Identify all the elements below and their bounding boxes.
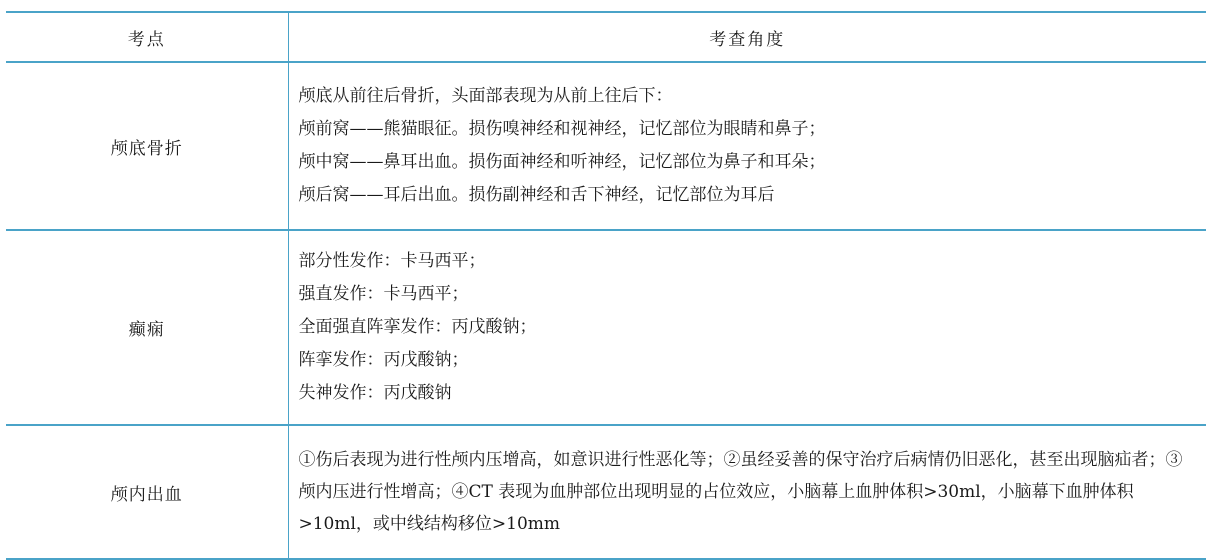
detail-line: 颅底从前往后骨折，头面部表现为从前上往后下： [298,86,673,106]
detail-cell [288,230,1206,425]
topic-cell: 癫痫 [6,230,288,425]
table-row [6,230,1206,425]
detail-cell [288,425,1206,559]
detail-paragraph: ①伤后表现为进行性颅内压增高，如意识进行性恶化等；②虽经妥善的保守治疗后病情仍旧恶化，甚至出现脑疝者；③颅内压进行性增高；④CT 表现为血肿部位出现明显的占位效应，小脑幕上血肿体积>30ml，小脑幕下血肿体积>10ml，或中线结构移位>10mm [298,450,1183,534]
detail-line: 强直发作：卡马西平； [298,284,469,304]
header-exam-angle: 考查角度 [288,12,1206,62]
topic-cell: 颅底骨折 [6,62,288,230]
header-exam-point: 考点 [6,12,288,62]
detail-line: 全面强直阵挛发作：丙戊酸钠； [298,317,537,337]
table-row [6,425,1206,559]
detail-line: 颅前窝——熊猫眼征。损伤嗅神经和视神经，记忆部位为眼睛和鼻子； [298,119,826,139]
detail-line: 颅后窝——耳后出血。损伤副神经和舌下神经，记忆部位为耳后 [298,185,775,205]
topic-cell: 颅内出血 [6,425,288,559]
table-row [6,62,1206,230]
detail-line: 颅中窝——鼻耳出血。损伤面神经和听神经，记忆部位为鼻子和耳朵； [298,152,826,172]
detail-cell [288,62,1206,230]
exam-points-table [6,11,1206,560]
detail-line: 部分性发作：卡马西平； [298,251,486,271]
detail-line: 失神发作：丙戊酸钠 [298,383,452,403]
detail-line: 阵挛发作：丙戊酸钠； [298,350,469,370]
table-header-row [6,12,1206,62]
